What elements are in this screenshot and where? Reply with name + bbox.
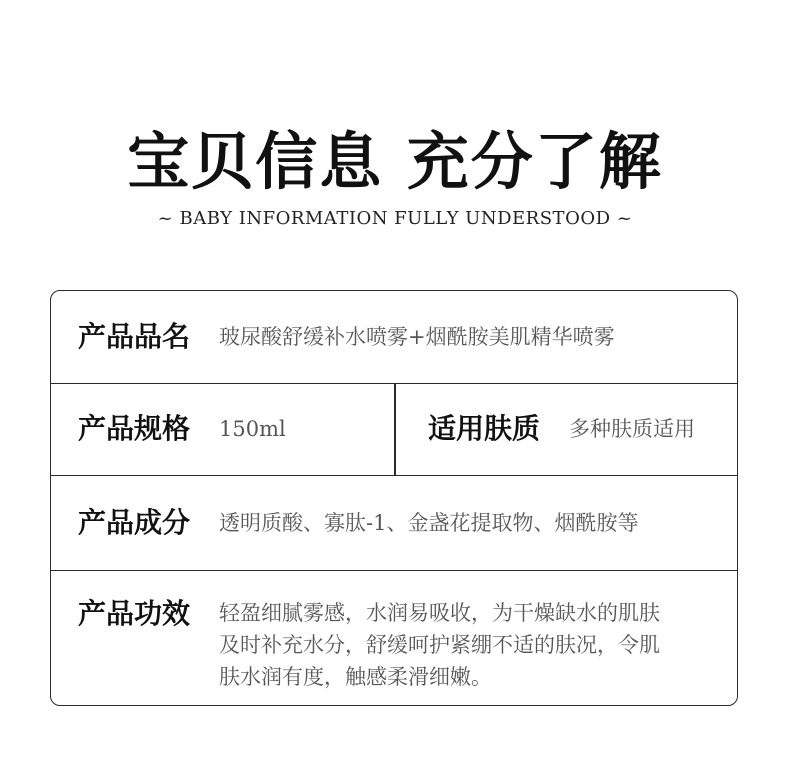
product-name-value: 玻尿酸舒缓补水喷雾+烟酰胺美肌精华喷雾	[219, 325, 615, 349]
row-effect	[51, 571, 737, 705]
product-name-label: 产品品名	[78, 320, 191, 353]
product-info-table	[50, 290, 738, 706]
skin-type-label: 适用肤质	[428, 412, 541, 445]
effect-line: 及时补充水分，舒缓呵护紧绷不适的肤况，令肌	[219, 633, 660, 657]
product-spec-value: 150ml	[219, 417, 286, 441]
page-title: 宝贝信息 充分了解	[127, 125, 663, 198]
effect-line: 轻盈细腻雾感，水润易吸收，为干燥缺水的肌肤	[219, 601, 660, 625]
ingredients-value: 透明质酸、寡肽-1、金盏花提取物、烟酰胺等	[219, 511, 639, 535]
row-product-name	[51, 291, 737, 384]
row-spec-skin	[51, 384, 737, 476]
skin-type-value: 多种肤质适用	[569, 417, 695, 441]
column-divider	[394, 384, 396, 475]
effect-line: 肤水润有度，触感柔滑细嫩。	[219, 665, 492, 689]
page-subtitle: ~ BABY INFORMATION FULLY UNDERSTOOD ~	[157, 208, 633, 229]
product-spec-label: 产品规格	[78, 412, 191, 445]
effect-label: 产品功效	[78, 597, 191, 630]
effect-value	[219, 597, 709, 693]
ingredients-label: 产品成分	[78, 506, 191, 539]
row-ingredients	[51, 476, 737, 571]
